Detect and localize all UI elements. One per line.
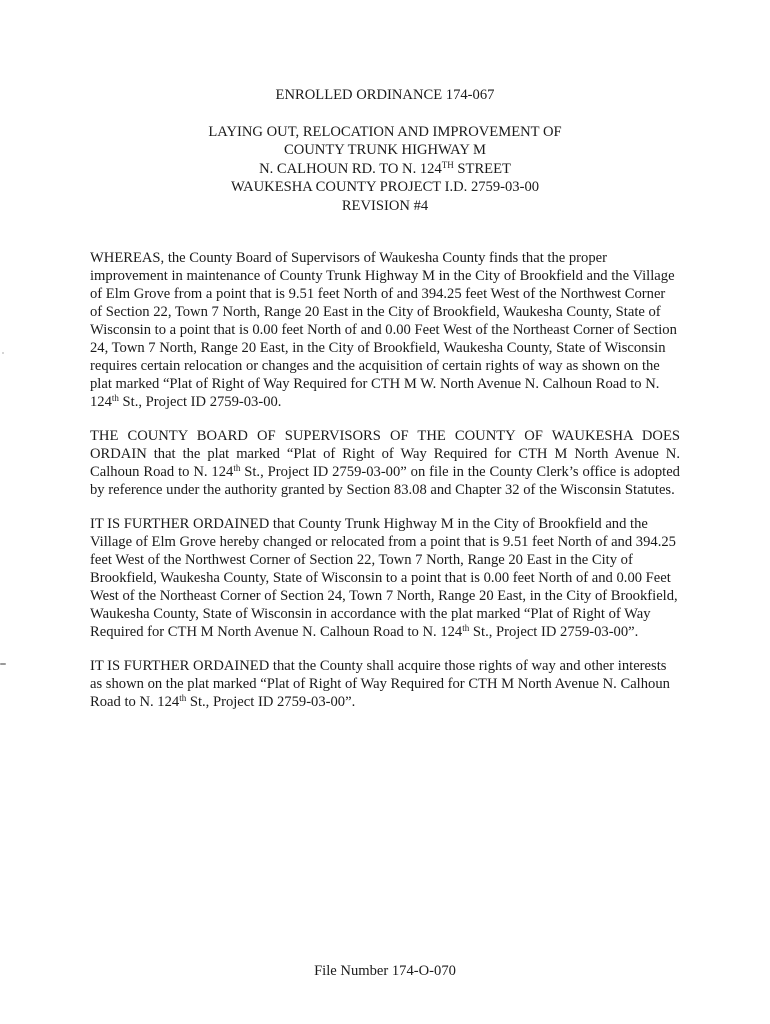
further2-text-b: St., Project ID 2759-03-00”. xyxy=(186,694,356,710)
ordinance-body xyxy=(90,249,680,727)
ordain-text-a: THE COUNTY BOARD OF SUPERVISORS OF THE COUNTY OF WAUKESHA DOES ORDAIN that the plat marked “Plat of Right of Way Required for CTH M North Avenue N. Calhoun Road to N. 124 xyxy=(90,428,680,480)
heading-line-3 xyxy=(0,160,770,179)
ordinance-title: ENROLLED ORDINANCE 174-067 xyxy=(275,87,495,103)
heading-line-3-superscript: TH xyxy=(441,159,454,170)
ordain-paragraph xyxy=(90,427,680,499)
heading-line-2: COUNTY TRUNK HIGHWAY M xyxy=(283,142,487,158)
ordain-superscript: th xyxy=(233,463,241,473)
further-ordained-paragraph-2 xyxy=(90,657,680,711)
whereas-text-a: WHEREAS, the County Board of Supervisors of Waukesha County finds that the proper improvement in maintenance of County Trunk Highway M in the City of Brookfield and the Village of Elm Grove from a point that is 9.51 feet North of and 394.25 feet West of the Northwest Corner of Section 22, Town 7 North, Range 20 East in the City of Brookfield, Waukesha County, State of Wisconsin to a point that is 0.00 feet North of and 0.00 Feet West of the Northeast Corner of Section 24, Town 7 North, Range 20 East, in the City of Brookfield, Waukesha County, State of Wisconsin requires certain relocation or changes and the acquisition of certain rights of way as shown on the plat marked “Plat of Right of Way Required for CTH M W. North Avenue N. Calhoun Road to N. 124 xyxy=(90,250,677,410)
further-ordained-paragraph-1 xyxy=(90,515,680,641)
heading-line-4: WAUKESHA COUNTY PROJECT I.D. 2759-03-00 xyxy=(230,179,540,195)
whereas-superscript: th xyxy=(111,393,119,403)
whereas-paragraph xyxy=(90,249,680,411)
heading-spacer xyxy=(0,105,770,123)
file-number: File Number 174-O-070 xyxy=(314,963,456,979)
ordinance-heading xyxy=(0,86,770,215)
ordain-text-b: St., Project ID 2759-03-00” on file in the County Clerk’s office is adopted by reference under the authority granted by Section 83.08 and Chapter 32 of the Wisconsin Statutes. xyxy=(90,464,680,498)
further1-text-a: IT IS FURTHER ORDAINED that County Trunk Highway M in the City of Brookfield and the Village of Elm Grove hereby changed or relocated from a point that is 9.51 feet North of and 394.25 feet West of the Northwest Corner of Section 22, Town 7 North, Range 20 East in the City of Brookfield, Waukesha County, State of Wisconsin to a point that is 0.00 feet North of and 0.00 Feet West of the Northeast Corner of Section 24, Town 7 North, Range 20 East, in the City of Brookfield, Waukesha County, State of Wisconsin in accordance with the plat marked “Plat of Right of Way Required for CTH M North Avenue N. Calhoun Road to N. 124 xyxy=(90,516,678,640)
scan-artifact-mark xyxy=(0,663,6,665)
further2-text-a: IT IS FURTHER ORDAINED that the County shall acquire those rights of way and other interests as shown on the plat marked “Plat of Right of Way Required for CTH M North Avenue N. Calhoun Road to N. 124 xyxy=(90,658,670,710)
heading-line-5: REVISION #4 xyxy=(341,197,429,214)
heading-line-3-prefix: N. CALHOUN RD. TO N. 124 xyxy=(259,160,442,177)
heading-line-1: LAYING OUT, RELOCATION AND IMPROVEMENT OF xyxy=(208,123,562,140)
whereas-text-b: St., Project ID 2759-03-00. xyxy=(118,394,282,410)
scan-artifact-dot xyxy=(2,352,4,354)
further1-text-b: St., Project ID 2759-03-00”. xyxy=(469,624,639,640)
further1-superscript: th xyxy=(462,623,470,633)
further2-superscript: th xyxy=(179,693,187,703)
heading-line-3-suffix: STREET xyxy=(453,160,511,177)
